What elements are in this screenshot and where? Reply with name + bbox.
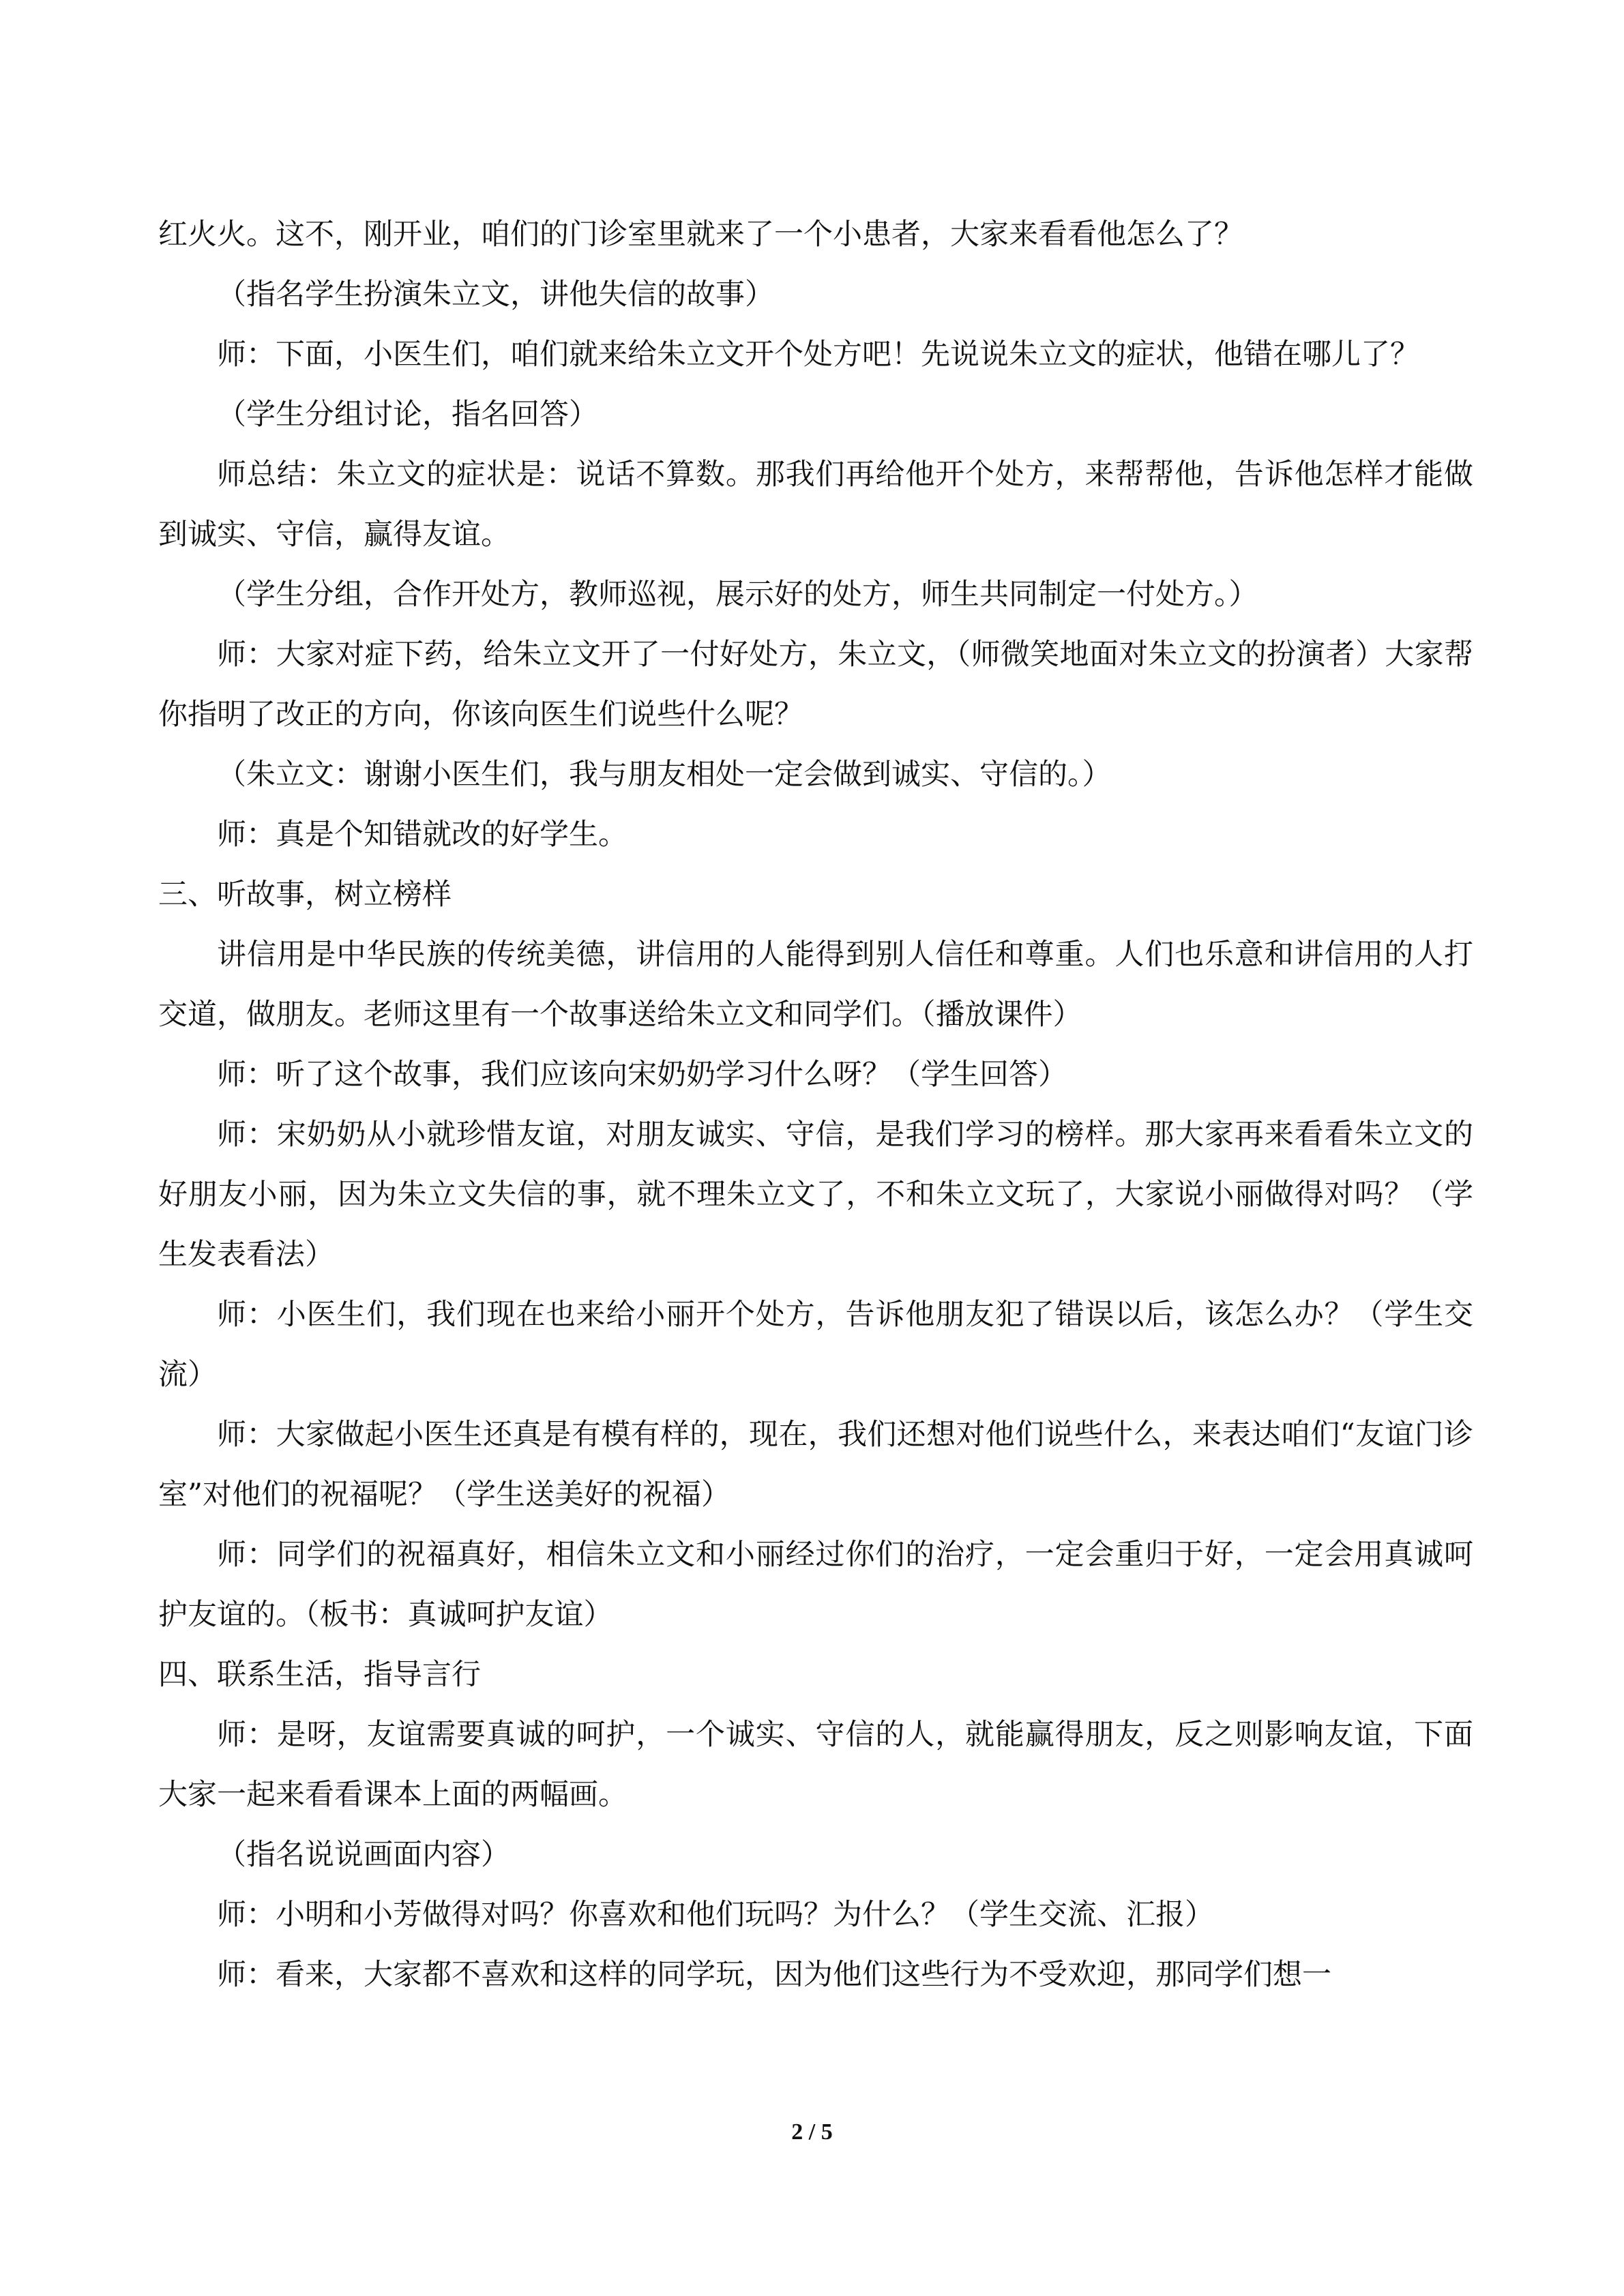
section-heading: 四、联系生活，指导言行 <box>158 1658 481 1692</box>
paragraph: 师：大家对症下药，给朱立文开了一付好处方，朱立文，（师微笑地面对朱立文的扮演者）大家帮你指明了改正的方向，你该向医生们说些什么呢？ <box>158 638 1473 732</box>
paragraph: 师：大家做起小医生还真是有模有样的，现在，我们还想对他们说些什么，来表达咱们“友谊门诊室”对他们的祝福呢？（学生送美好的祝福） <box>158 1418 1473 1512</box>
paragraph: 红火火。这不，刚开业，咱们的门诊室里就来了一个小患者，大家来看看他怎么了？ <box>158 218 1243 252</box>
paragraph: 讲信用是中华民族的传统美德，讲信用的人能得到别人信任和尊重。人们也乐意和讲信用的人打交道，做朋友。老师这里有一个故事送给朱立文和同学们。（播放课件） <box>158 938 1473 1032</box>
paragraph: （朱立文：谢谢小医生们，我与朋友相处一定会做到诚实、守信的。） <box>217 758 1112 792</box>
paragraph: 师：是呀，友谊需要真诚的呵护，一个诚实、守信的人，就能赢得朋友，反之则影响友谊，下面大家一起来看看课本上面的两幅画。 <box>158 1718 1473 1812</box>
section-heading: 三、听故事，树立榜样 <box>158 878 452 912</box>
paragraph: 师：小明和小芳做得对吗？你喜欢和他们玩吗？为什么？（学生交流、汇报） <box>217 1898 1214 1932</box>
paragraph: 师：小医生们，我们现在也来给小丽开个处方，告诉他朋友犯了错误以后，该怎么办？（学生交流） <box>158 1298 1473 1392</box>
paragraph: 师：下面，小医生们，咱们就来给朱立文开个处方吧！先说说朱立文的症状，他错在哪儿了？ <box>217 338 1419 372</box>
document-body <box>158 205 1473 2005</box>
paragraph: （学生分组，合作开处方，教师巡视，展示好的处方，师生共同制定一付处方。） <box>217 578 1258 612</box>
paragraph: 师：宋奶奶从小就珍惜友谊，对朋友诚实、守信，是我们学习的榜样。那大家再来看看朱立文的好朋友小丽，因为朱立文失信的事，就不理朱立文了，不和朱立文玩了，大家说小丽做得对吗？（学生发表看法） <box>158 1118 1473 1272</box>
paragraph: 师：真是个知错就改的好学生。 <box>217 818 628 852</box>
paragraph: 师：看来，大家都不喜欢和这样的同学玩，因为他们这些行为不受欢迎，那同学们想一 <box>217 1958 1331 1992</box>
paragraph: （学生分组讨论，指名回答） <box>217 398 598 432</box>
paragraph: 师：同学们的祝福真好，相信朱立文和小丽经过你们的治疗，一定会重归于好，一定会用真诚呵护友谊的。（板书：真诚呵护友谊） <box>158 1538 1473 1632</box>
paragraph: （指名说说画面内容） <box>217 1838 510 1872</box>
paragraph: （指名学生扮演朱立文，讲他失信的故事） <box>217 278 774 312</box>
paragraph: 师总结：朱立文的症状是：说话不算数。那我们再给他开个处方，来帮帮他，告诉他怎样才能做到诚实、守信，赢得友谊。 <box>158 458 1473 552</box>
paragraph: 师：听了这个故事，我们应该向宋奶奶学习什么呀？（学生回答） <box>217 1058 1067 1092</box>
page-number: 2 / 5 <box>791 2119 833 2145</box>
